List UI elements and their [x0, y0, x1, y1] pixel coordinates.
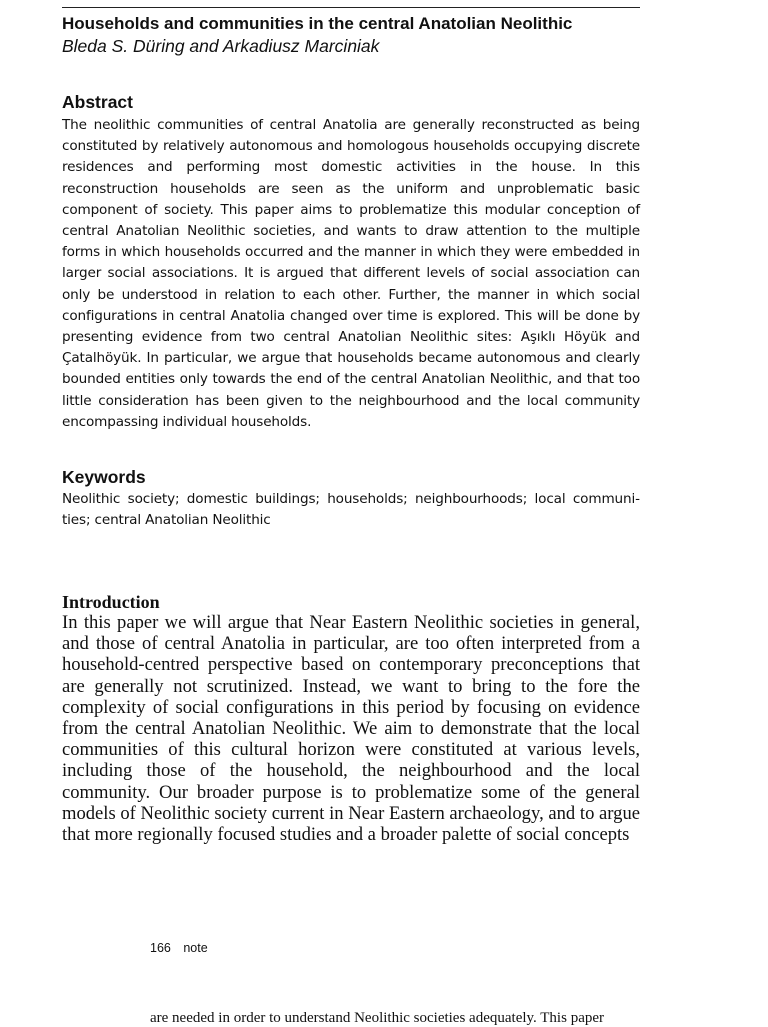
- page-footer: [150, 940, 208, 956]
- header-rule: [62, 7, 640, 8]
- introduction-heading: Introduction: [62, 592, 160, 612]
- keywords-text: Neolithic society; domestic buildings; households; neighbourhoods; local communities; central Anatolian Neolithic: [62, 491, 640, 529]
- abstract-heading: Abstract: [62, 92, 133, 112]
- article-title: Households and communities in the central Anatolian Neolithic: [62, 14, 573, 33]
- keywords-heading: Keywords: [62, 467, 146, 487]
- article-authors: Bleda S. Düring and Arkadiusz Marciniak: [62, 36, 380, 56]
- next-page-text: are needed in order to understand Neolithic societies adequately. This paper: [150, 1010, 604, 1026]
- page-number: 166: [150, 941, 171, 955]
- introduction-text: In this paper we will argue that Near Eastern Neolithic societies in general, and those of central Anatolia in particular, are too often interpreted from a household-centred perspective based on contemporary preconceptions that are generally not scrutinized. Instead, we want to bring to the fore the complexity of social configurations in this period by focusing on evidence from the central Anatolian Neolithic. We aim to demonstrate that the local communities of this cultural horizon were constituted at various levels, including those of the household, the neighbourhood and the local community. Our broader purpose is to problematize some of the general models of Neolithic society current in Near Eastern archaeology, and to argue that more regionally focused studies and a broader palette of social concepts: [62, 612, 640, 846]
- footer-label: note: [183, 941, 208, 955]
- abstract-text: The neolithic communities of central Anatolia are generally reconstructed as being constituted by relatively autonomous and homologous households occupying discrete residences and performing most domestic activities in the house. In this reconstruction households are seen as the uniform and unproblematic basic component of society. This paper aims to problematize this modular conception of central Anatolian Neolithic societies, and wants to draw attention to the multiple forms in which households occurred and the manner in which they were embedded in larger social associations. It is argued that different levels of social association can only be understood in relation to each other. Further, the manner in which social configurations in central Anatolia changed over time is explored. This will be done by presenting evidence from two central Anatolian Neolithic sites: Aşıklı Höyük and Çatalhöyük. In particular, we argue that households became autonomous and clearly bounded entities only towards the end of the central Anatolian Neolithic, and that too little consideration has been given to the neighbourhood and the local community encompassing individual households.: [62, 117, 640, 430]
